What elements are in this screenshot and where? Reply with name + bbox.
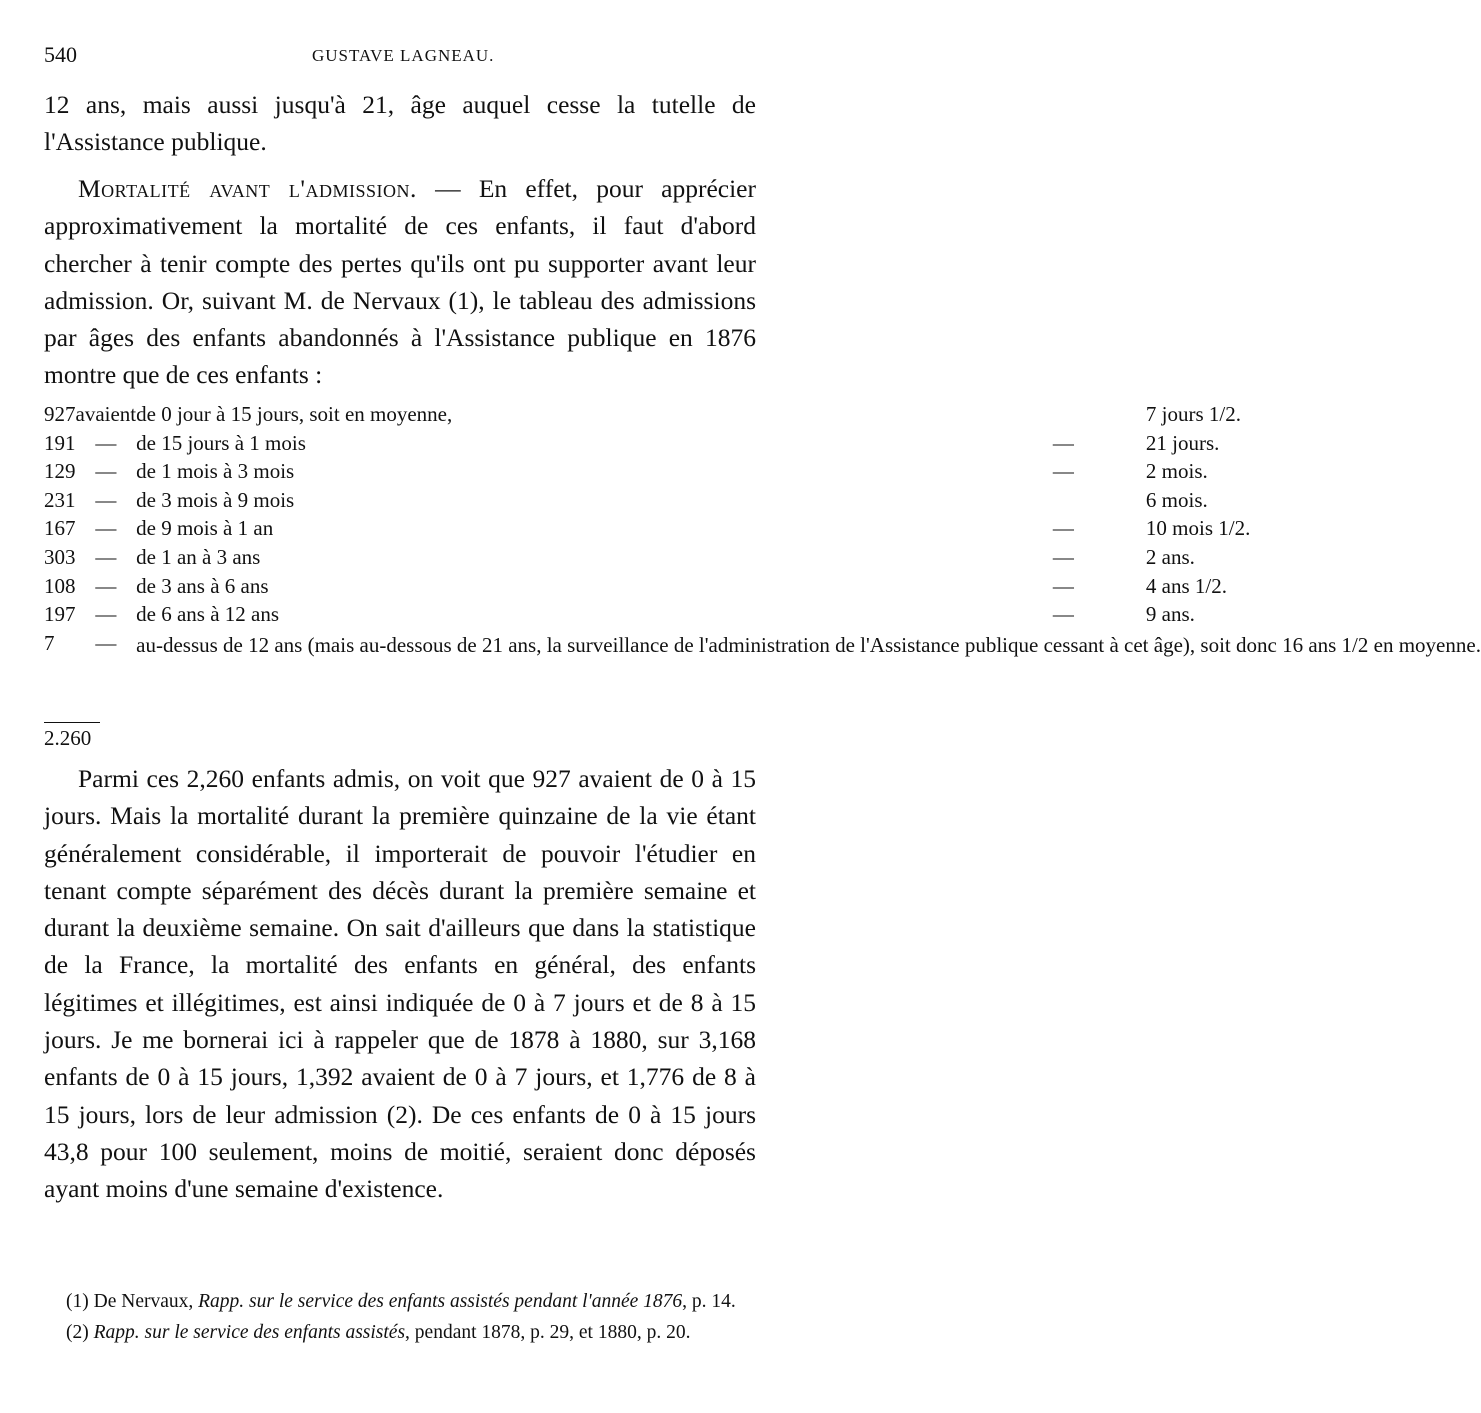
row-lead: — [95, 630, 117, 655]
row-range: de 9 mois à 1 an [136, 516, 274, 541]
table-row-last [44, 631, 1481, 660]
footnote-1-mark: (1) [66, 1291, 89, 1312]
row-mid: — [1052, 602, 1074, 627]
footnote-1-tail: , p. 14. [682, 1291, 736, 1312]
row-lead: — [95, 459, 117, 484]
table-row [44, 574, 1481, 603]
row-average: 9 ans. [1145, 602, 1195, 627]
paragraph-3: Parmi ces 2,260 enfants admis, on voit que 927 avaient de 0 à 15 jours. Mais la mortalité durant la première quinzaine de la vie étant généralement considérable, il importerait de pouvoir l'étudier en tenant compte séparément des décès durant la première semaine et durant la deuxième semaine. On sait d'ailleurs que dans la statistique de la France, la mortalité des enfants en général, des enfants légitimes et illégitimes, est ainsi indiquée de 0 à 7 jours et de 8 à 15 jours. Je me bornerai ici à rappeler que de 1878 à 1880, sur 3,168 enfants de 0 à 15 jours, 1,392 avaient de 0 à 7 jours, et 1,776 de 8 à 15 jours, lors de leur admission (2). De ces enfants de 0 à 15 jours 43,8 pour 100 seulement, moins de moitié, seraient donc déposés ayant moins d'une semaine d'existence. [44, 764, 756, 1204]
row-count: 231 [44, 487, 76, 512]
table-row [44, 545, 1481, 574]
row-average: 6 mois. [1145, 487, 1208, 512]
row-count: 7 [44, 630, 55, 655]
footnote-1-title: Rapp. sur le service des enfants assistés pendant l'année 1876 [198, 1291, 683, 1312]
row-lead: — [95, 573, 117, 598]
footnote-2-title: Rapp. sur le service des enfants assistés [88, 1321, 406, 1343]
row-count: 303 [44, 544, 76, 569]
row-lead: — [95, 602, 117, 627]
paragraph-2 [44, 170, 756, 394]
row-lead: — [95, 430, 117, 455]
row-lead: — [95, 544, 117, 569]
row-range: de 3 ans à 6 ans [136, 573, 269, 598]
paragraph-2-text: — En effet, pour apprécier approximativement la mortalité de ces enfants, il faut d'abord chercher à tenir compte des pertes qu'ils ont pu supporter avant leur admission. Or, suivant M. de Nervaux (1), le tableau des admissions par âges des enfants abandonnés à l'Assistance publique en 1876 montre que de ces enfants : [44, 174, 756, 390]
table-row [44, 402, 1481, 431]
row-mid: — [1052, 459, 1074, 484]
row-range: de 0 jour à 15 jours, soit en moyenne, [136, 402, 453, 426]
paragraph-1: 12 ans, mais aussi jusqu'à 21, âge auquel cesse la tutelle de l'Assistance publique. [44, 90, 756, 157]
row-count: 167 [44, 516, 76, 541]
footnote-2-tail: , pendant 1878, p. 29, et 1880, p. 20. [405, 1321, 691, 1343]
row-text: au-dessus de 12 ans (mais au-dessous de 21 ans, la surveillance de l'administration de l'Assistance publique cessant à cet âge), soit donc 16 ans 1/2 en moyenne. [136, 632, 1481, 657]
row-range: de 1 mois à 3 mois [136, 459, 295, 484]
row-count: 108 [44, 573, 76, 598]
row-mid [981, 402, 1146, 431]
row-average: 4 ans 1/2. [1145, 573, 1227, 598]
row-count: 927 [44, 402, 76, 426]
row-lead: avaient [75, 402, 137, 426]
row-mid: — [1052, 544, 1074, 569]
footnote-2-mark: (2) [66, 1321, 89, 1343]
row-mid: — [1052, 573, 1074, 598]
row-lead: — [95, 487, 117, 512]
table-total: 2.260 [44, 726, 92, 750]
footnote-1 [44, 1290, 756, 1315]
page-number: 540 [44, 42, 77, 67]
row-count: 197 [44, 602, 76, 627]
footnote-2 [44, 1321, 756, 1346]
row-mid: — [1052, 430, 1074, 455]
total-rule [44, 722, 100, 723]
row-range: de 3 mois à 9 mois [136, 487, 295, 512]
table-row [44, 602, 1481, 631]
row-average: 2 ans. [1145, 544, 1195, 569]
row-count: 191 [44, 430, 76, 455]
row-average: 2 mois. [1145, 459, 1208, 484]
table-row [44, 488, 1481, 517]
section-heading: Mortalité avant l'admission. [78, 174, 417, 203]
row-mid: — [1052, 516, 1074, 541]
row-mid [981, 488, 1146, 517]
row-average: 7 jours 1/2. [1145, 402, 1241, 426]
row-average: 21 jours. [1145, 430, 1220, 455]
footnote-1-author: De Nervaux, [88, 1291, 199, 1312]
table-row [44, 431, 1481, 460]
running-head: GUSTAVE LAGNEAU. [312, 46, 495, 65]
row-range: de 15 jours à 1 mois [136, 430, 306, 455]
row-count: 129 [44, 459, 76, 484]
row-lead: — [95, 516, 117, 541]
admissions-table-body [44, 402, 1481, 659]
row-range: de 1 an à 3 ans [136, 544, 261, 569]
row-range: de 6 ans à 12 ans [136, 602, 280, 627]
footnotes [44, 1290, 756, 1345]
row-average: 10 mois 1/2. [1145, 516, 1251, 541]
admissions-table [44, 402, 1481, 659]
table-row [44, 459, 1481, 488]
table-row [44, 516, 1481, 545]
page-header [44, 42, 754, 78]
